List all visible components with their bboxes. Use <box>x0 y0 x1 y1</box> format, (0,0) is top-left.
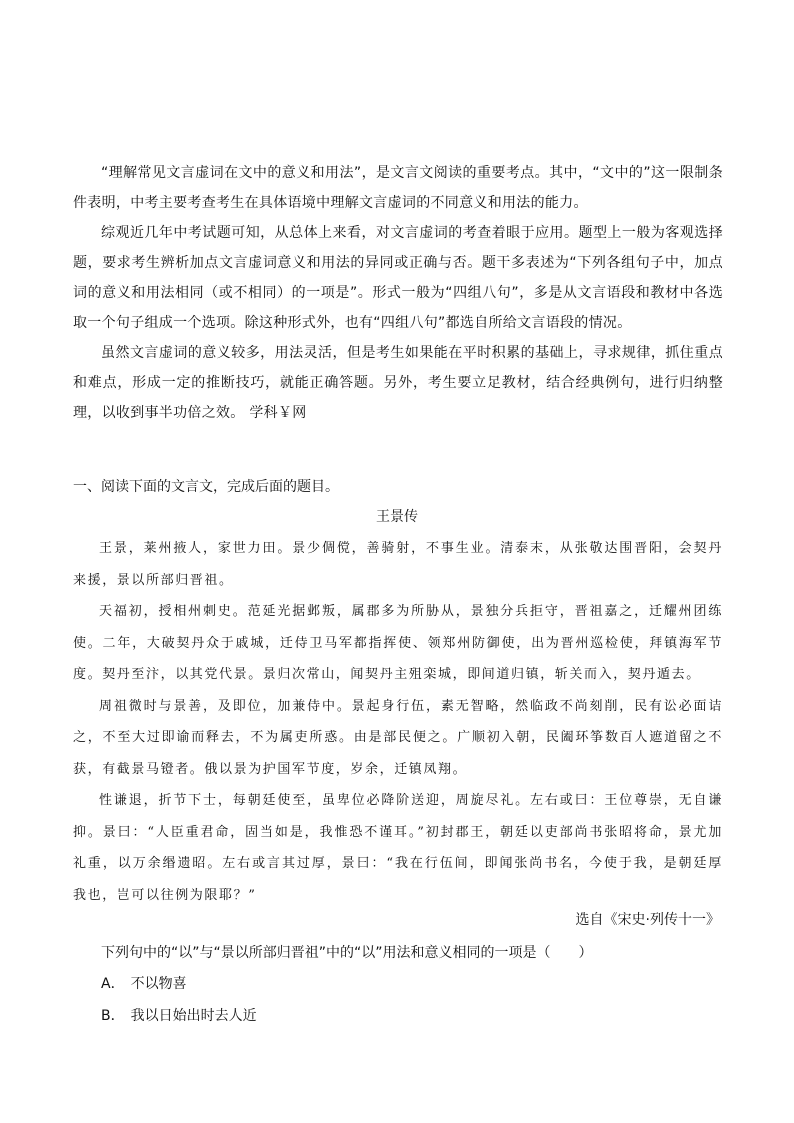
intro-paragraph: 虽然文言虚词的意义较多，用法灵活，但是考生如果能在平时积累的基础上，寻求规律，抓住重点和难点，形成一定的推断技巧，就能正确答题。另外，考生要立足教材，结合经典例句，进行归纳整理，以收到事半功倍之效。 学科￥网 <box>73 345 723 421</box>
classical-paragraph: 周祖微时与景善，及即位，加兼侍中。景起身行伍，素无智略，然临政不尚刻削，民有讼必面诘之，不至大过即谕而释去，不为属吏所惑。由是部民便之。广顺初入朝，民阖环筝数百人遮道留之不获，有截景马镫者。俄以景为护国军节度，岁余，迁镇凤翔。 <box>73 698 723 777</box>
intro-paragraph: 综观近几年中考试题可知，从总体上来看，对文言虚词的考查着眼于应用。题型上一般为客观选择题，要求考生辨析加点文言虚词意义和用法的异同或正确与否。题干多表述为“下列各组句子中，加点词的意义和用法相同（或不相同）的一项是”。形式一般为“四组八句”，多是从文言语段和教材中各选取一个句子组成一个选项。除这种形式外，也有“四组八句”都选自所给文言语段的情况。 <box>73 225 723 331</box>
classical-paragraph: 天福初，授相州刺史。范延光据邺叛，属郡多为所胁从，景独分兵拒守，晋祖嘉之，迁耀州团练使。二年，大破契丹众于戚城，迁侍卫马军都指挥使、领郑州防御使，出为晋州巡检使，拜镇海军节度。契丹至汴，以其党代景。景归次常山，闻契丹主殂栾城，即间道归镇，斩关而入，契丹遁去。 <box>73 604 723 682</box>
classical-paragraph: 王景，莱州掖人，家世力田。景少倜傥，善骑射，不事生业。清泰末，从张敬达围晋阳，会契丹来援，景以所部归晋祖。 <box>73 541 723 588</box>
option-label: B． <box>101 1008 125 1024</box>
answer-option-a <box>101 968 257 1000</box>
option-text: 我以日始出时去人近 <box>130 1008 257 1024</box>
section-heading: 一、阅读下面的文言文，完成后面的题目。 <box>73 479 339 495</box>
question-prompt: 下列句中的“以”与“景以所部归晋祖”中的“以”用法和意义相同的一项是（ ） <box>101 945 593 961</box>
option-text: 不以物喜 <box>130 976 187 992</box>
classical-paragraph: 性谦退，折节下士，每朝廷使至，虽卑位必降阶送迎，周旋尽礼。左右或曰：王位尊崇，无自谦抑。景曰：“人臣重君命，固当如是，我惟恐不谨耳。”初封郡王，朝廷以吏部尚书张昭将命，景尤加礼重，以万余缗遗昭。左右或言其过厚，景曰：“我在行伍间，即闻张尚书名，今使于我，是朝廷厚我也，岂可以往例为限耶？” <box>73 793 723 903</box>
intro-paragraph: “理解常见文言虚词在文中的意义和用法”，是文言文阅读的重要考点。其中，“文中的”这一限制条件表明，中考主要考查考生在具体语境中理解文言虚词的不同意义和用法的能力。 <box>73 165 723 211</box>
classical-text <box>73 533 723 911</box>
intro-section <box>73 158 723 428</box>
essay-title: 王景传 <box>376 509 418 525</box>
answer-options <box>101 968 257 1032</box>
option-label: A． <box>101 976 125 992</box>
answer-option-b <box>101 1000 257 1032</box>
source-citation: 选自《宋史·列传十一》 <box>575 912 720 928</box>
